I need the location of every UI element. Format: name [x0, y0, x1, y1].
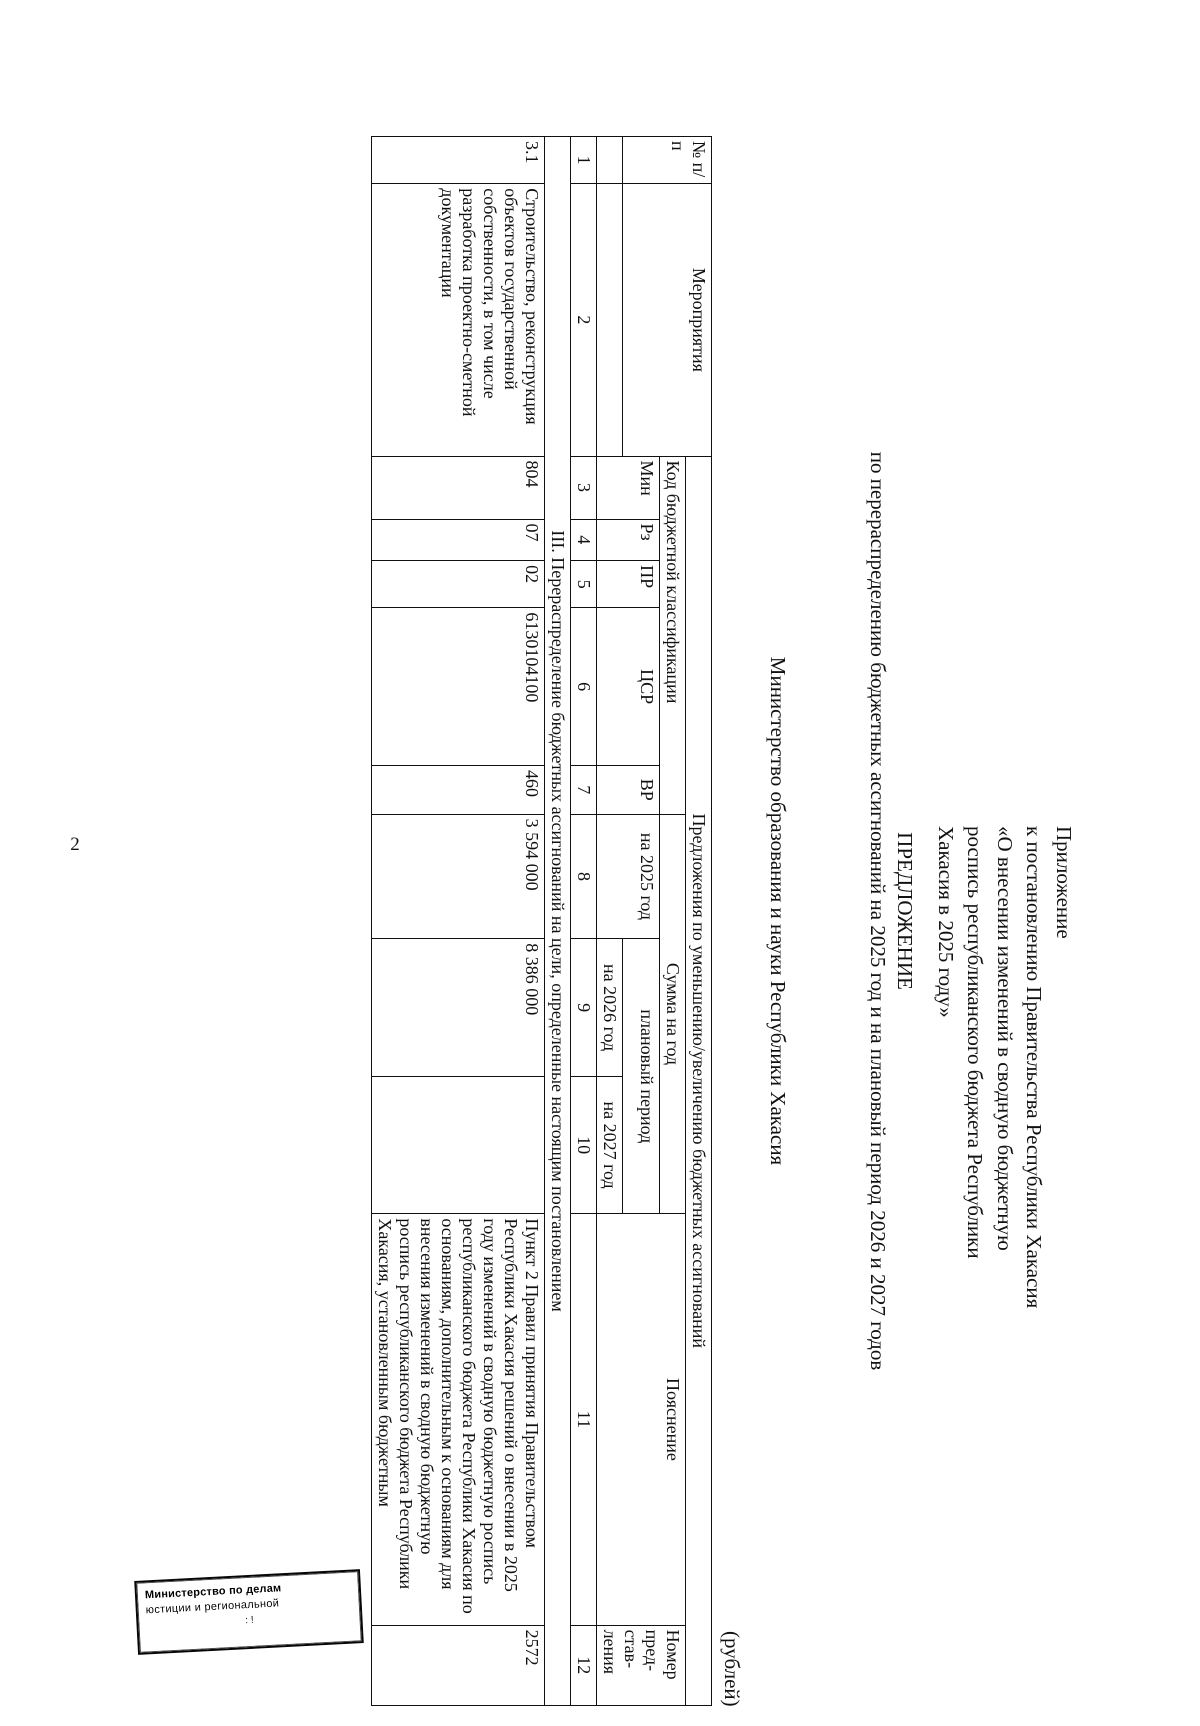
- header-sum: Сумма на год: [660, 814, 686, 1214]
- column-number: 2: [571, 184, 597, 456]
- appendix-line: к постановлению Правительства Республики Хакасия: [1022, 826, 1047, 1309]
- header-vr: ВР: [597, 765, 660, 814]
- header-min: Мин: [597, 456, 660, 519]
- row-vr: 460: [372, 765, 545, 814]
- header-rz: Рз: [597, 519, 660, 561]
- column-number: 1: [571, 137, 597, 184]
- table-row: [372, 137, 545, 1706]
- title-subtitle: по перераспределению бюджетных ассигнований на 2025 год и на плановый период 2026 и 2027 годов: [866, 451, 890, 1371]
- row-min: 804: [372, 456, 545, 519]
- column-number: 5: [571, 561, 597, 608]
- page-number: 2: [70, 834, 80, 855]
- column-number: 7: [571, 765, 597, 814]
- header-y2027: на 2027 год: [597, 1076, 623, 1214]
- appendix-line: Приложение: [1052, 826, 1076, 939]
- rotated-page-content: [100, 96, 1090, 1726]
- column-number: 12: [571, 1625, 597, 1705]
- title-heading: ПРЕДЛОЖЕНИЕ: [893, 832, 917, 990]
- header-pr: ПР: [597, 561, 660, 608]
- row-rz: 07: [372, 519, 545, 561]
- header-num: № п/п: [623, 137, 712, 184]
- row-event: Строительство, реконструкция объектов государственной собственности, в том числе разработка проектно-сметной документации: [372, 184, 545, 456]
- header-spacer: [597, 137, 623, 184]
- header-explanation: Пояснение: [597, 1214, 686, 1625]
- appendix-line: Хакасия в 2025 году»: [934, 826, 958, 1018]
- header-y2025: на 2025 год: [597, 814, 660, 939]
- column-number: 6: [571, 608, 597, 766]
- row-csr: 6130104100: [372, 608, 545, 766]
- stamp-line: юстиции и региональной: [145, 1597, 280, 1617]
- stamp-line: Министерство по делам: [144, 1582, 282, 1602]
- row-y2025: 3 594 000: [372, 814, 545, 939]
- reallocation-table: [371, 136, 712, 1706]
- row-repnum: 2572: [372, 1625, 545, 1705]
- row-y2027: [372, 1076, 545, 1214]
- appendix-line: роспись республиканского бюджета Республики: [963, 826, 988, 1259]
- appendix-block: [931, 826, 1079, 1308]
- column-number: 11: [571, 1214, 597, 1625]
- document-title: [864, 96, 918, 1726]
- appendix-line: «О внесении изменений в сводную бюджетную: [993, 826, 1017, 1251]
- column-number: 9: [571, 939, 597, 1077]
- header-proposals: Предложения по уменьшению/увеличению бюджетных ассигнований: [686, 456, 712, 1706]
- header-repnum: Номер пред-став-ления: [597, 1625, 686, 1705]
- header-planned: плановый период: [623, 939, 660, 1214]
- row-explanation: Пункт 2 Правил принятия Правительством Республики Хакасия решений о внесении в 2025 году изменений в сводную бюджетную роспись республиканского бюджета Республики Хакасия по основаниям, дополнительным к основаниям для внесения изменений в сводную бюджетную роспись республиканского бюджета Республики Хакасия, установленным бюджетным: [372, 1214, 545, 1625]
- row-pr: 02: [372, 561, 545, 608]
- section-title: III. Перераспределение бюджетных ассигнований на цели, определенные настоящим постановлением: [545, 137, 571, 1706]
- column-number: 10: [571, 1076, 597, 1214]
- header-event: Мероприятия: [623, 184, 712, 456]
- stamp-line: : !: [244, 1614, 254, 1627]
- column-number: 3: [571, 456, 597, 519]
- header-y2026: на 2026 год: [597, 939, 623, 1077]
- units-label: (рублей): [720, 1631, 744, 1707]
- header-spacer: [597, 184, 623, 456]
- header-csr: ЦСР: [597, 608, 660, 766]
- ministry-name: Министерство образования и науки Республики Хакасия: [766, 656, 790, 1166]
- row-num: 3.1: [372, 137, 545, 184]
- column-number: 8: [571, 814, 597, 939]
- header-code: Код бюджетной классификации: [660, 456, 686, 814]
- column-number: 4: [571, 519, 597, 561]
- row-y2026: 8 386 000: [372, 939, 545, 1077]
